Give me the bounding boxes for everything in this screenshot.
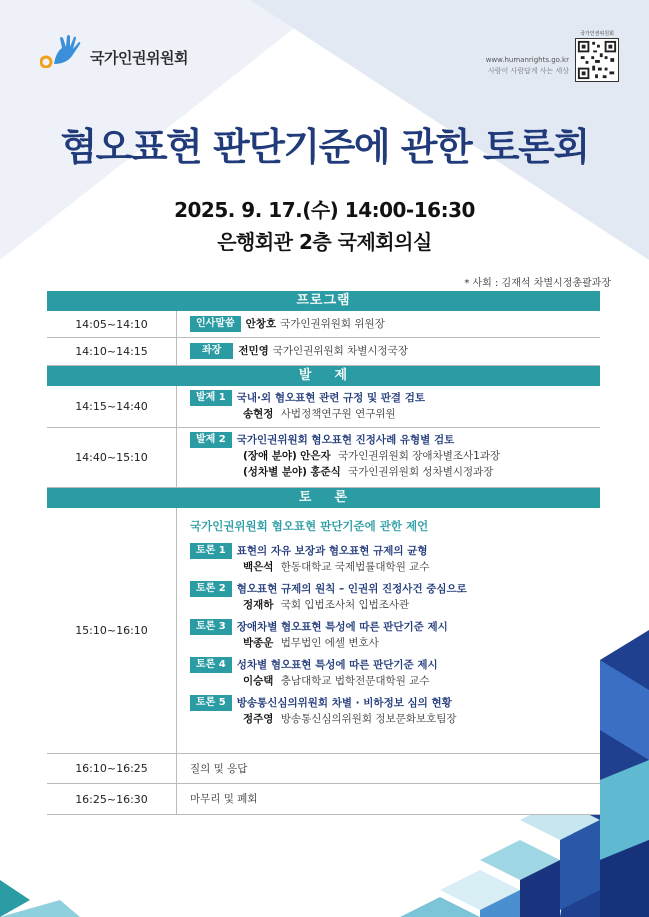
site-slogan: 사람이 사람답게 사는 세상 <box>487 67 569 75</box>
speaker-name: 백은석 <box>243 561 274 573</box>
moderator-note: * 사회 : 김재석 차별시정총괄과장 <box>464 278 611 289</box>
qr-block <box>575 30 619 82</box>
row-content <box>177 508 600 753</box>
speaker-name: 박종운 <box>243 637 274 649</box>
topic-title: 표현의 자유 보장과 혐오표현 규제의 균형 <box>236 545 428 557</box>
topic-title: 국내·외 혐오표현 관련 규정 및 판결 검토 <box>236 392 425 404</box>
table-row-discussion <box>47 508 600 754</box>
speaker-name: 송현정 <box>243 408 274 420</box>
row-time: 15:10~16:10 <box>47 508 177 753</box>
speaker-role: 국가인권위원회 장애차별조사1과장 <box>337 450 501 462</box>
field-label: (장애 분야) <box>243 450 297 462</box>
speaker-name: 정주영 <box>243 713 274 725</box>
topic-title: 성차별 혐오표현 특성에 따른 판단기준 제시 <box>236 659 438 671</box>
discussion-subtitle: 국가인권위원회 혐오표현 판단기준에 관한 제언 <box>190 519 429 533</box>
table-row-presentation-2 <box>47 428 600 488</box>
event-date: 2025. 9. 17.(수) 14:00-16:30 <box>174 198 475 222</box>
speaker-name: 안창호 <box>245 318 277 330</box>
tag-badge: 인사말씀 <box>190 316 241 332</box>
table-row-seating <box>47 338 600 366</box>
table-row-presentation-1 <box>47 386 600 428</box>
tag-badge: 발제 2 <box>190 432 232 448</box>
list-item <box>190 543 594 575</box>
row-time: 14:15~14:40 <box>47 386 177 427</box>
row-content <box>177 428 600 487</box>
list-item <box>190 695 594 727</box>
section-header-program: 프로그램 <box>47 291 600 311</box>
row-time: 14:10~14:15 <box>47 338 177 365</box>
row-time: 14:40~15:10 <box>47 428 177 487</box>
speaker-role: 법무법인 에셀 변호사 <box>280 637 379 649</box>
speaker-role: 한동대학교 국제법률대학원 교수 <box>280 561 430 573</box>
event-place: 은행회관 2층 국제회의실 <box>217 230 432 254</box>
speaker-role: 방송통신심의위원회 정보문화보호팀장 <box>280 713 457 725</box>
table-row-qa <box>47 754 600 784</box>
tag-badge: 발제 1 <box>190 390 232 406</box>
speaker-role: 국가인권위원회 위원장 <box>280 318 385 330</box>
row-label: 마무리 및 폐회 <box>190 793 258 805</box>
site-url[interactable]: www.humanrights.go.kr <box>485 56 569 64</box>
hand-logo-icon <box>40 34 88 68</box>
program-table <box>47 291 600 815</box>
section-header-presentation: 발 제 <box>47 366 600 386</box>
speaker-name: 정재하 <box>243 599 274 611</box>
list-item <box>190 581 594 613</box>
row-content <box>177 311 600 337</box>
tag-badge: 토론 1 <box>190 543 232 559</box>
row-time: 16:25~16:30 <box>47 784 177 814</box>
section-header-discussion: 토 론 <box>47 488 600 508</box>
row-content <box>177 784 600 814</box>
row-time: 14:05~14:10 <box>47 311 177 337</box>
org-logo <box>40 34 188 68</box>
tag-badge: 토론 5 <box>190 695 232 711</box>
site-info <box>486 56 569 76</box>
row-content <box>177 386 600 427</box>
row-label: 질의 및 응답 <box>190 763 248 775</box>
topic-title: 방송통신심의위원회 차별 · 비하정보 심의 현황 <box>236 697 452 709</box>
speaker-name: 홍준식 <box>310 466 341 478</box>
tag-badge: 토론 3 <box>190 619 232 635</box>
header-right <box>486 30 619 82</box>
event-title: 혐오표현 판단기준에 관한 토론회 <box>60 125 589 169</box>
field-label: (성차별 분야) <box>243 466 307 478</box>
list-item <box>190 657 594 689</box>
speaker-name: 전민영 <box>238 345 269 357</box>
list-item <box>190 619 594 651</box>
tag-badge: 토론 2 <box>190 581 232 597</box>
speaker-name: 이승택 <box>243 675 274 687</box>
table-row-opening <box>47 311 600 338</box>
speaker-role: 사법정책연구원 연구위원 <box>280 408 396 420</box>
tag-badge: 좌장 <box>190 343 233 359</box>
row-time: 16:10~16:25 <box>47 754 177 783</box>
tag-badge: 토론 4 <box>190 657 232 673</box>
qr-code-icon[interactable] <box>575 38 619 82</box>
topic-title: 국가인권위원회 혐오표현 진정사례 유형별 검토 <box>236 434 455 446</box>
row-content <box>177 754 600 783</box>
topic-title: 혐오표현 규제의 원칙 – 인권위 진정사건 중심으로 <box>236 583 467 595</box>
row-content <box>177 338 600 365</box>
org-name: 국가인권위원회 <box>90 49 188 67</box>
speaker-role: 국가인권위원회 성차별시정과장 <box>348 466 494 478</box>
speaker-role: 국회 입법조사처 입법조사관 <box>280 599 410 611</box>
table-row-closing <box>47 784 600 815</box>
speaker-role: 국가인권위원회 차별시정국장 <box>272 345 408 357</box>
qr-caption: 국가인권위원회 <box>580 31 614 37</box>
speaker-role: 충남대학교 법학전문대학원 교수 <box>280 675 430 687</box>
speaker-name: 안은자 <box>300 450 331 462</box>
topic-title: 장애차별 혐오표현 특성에 따른 판단기준 제시 <box>236 621 448 633</box>
